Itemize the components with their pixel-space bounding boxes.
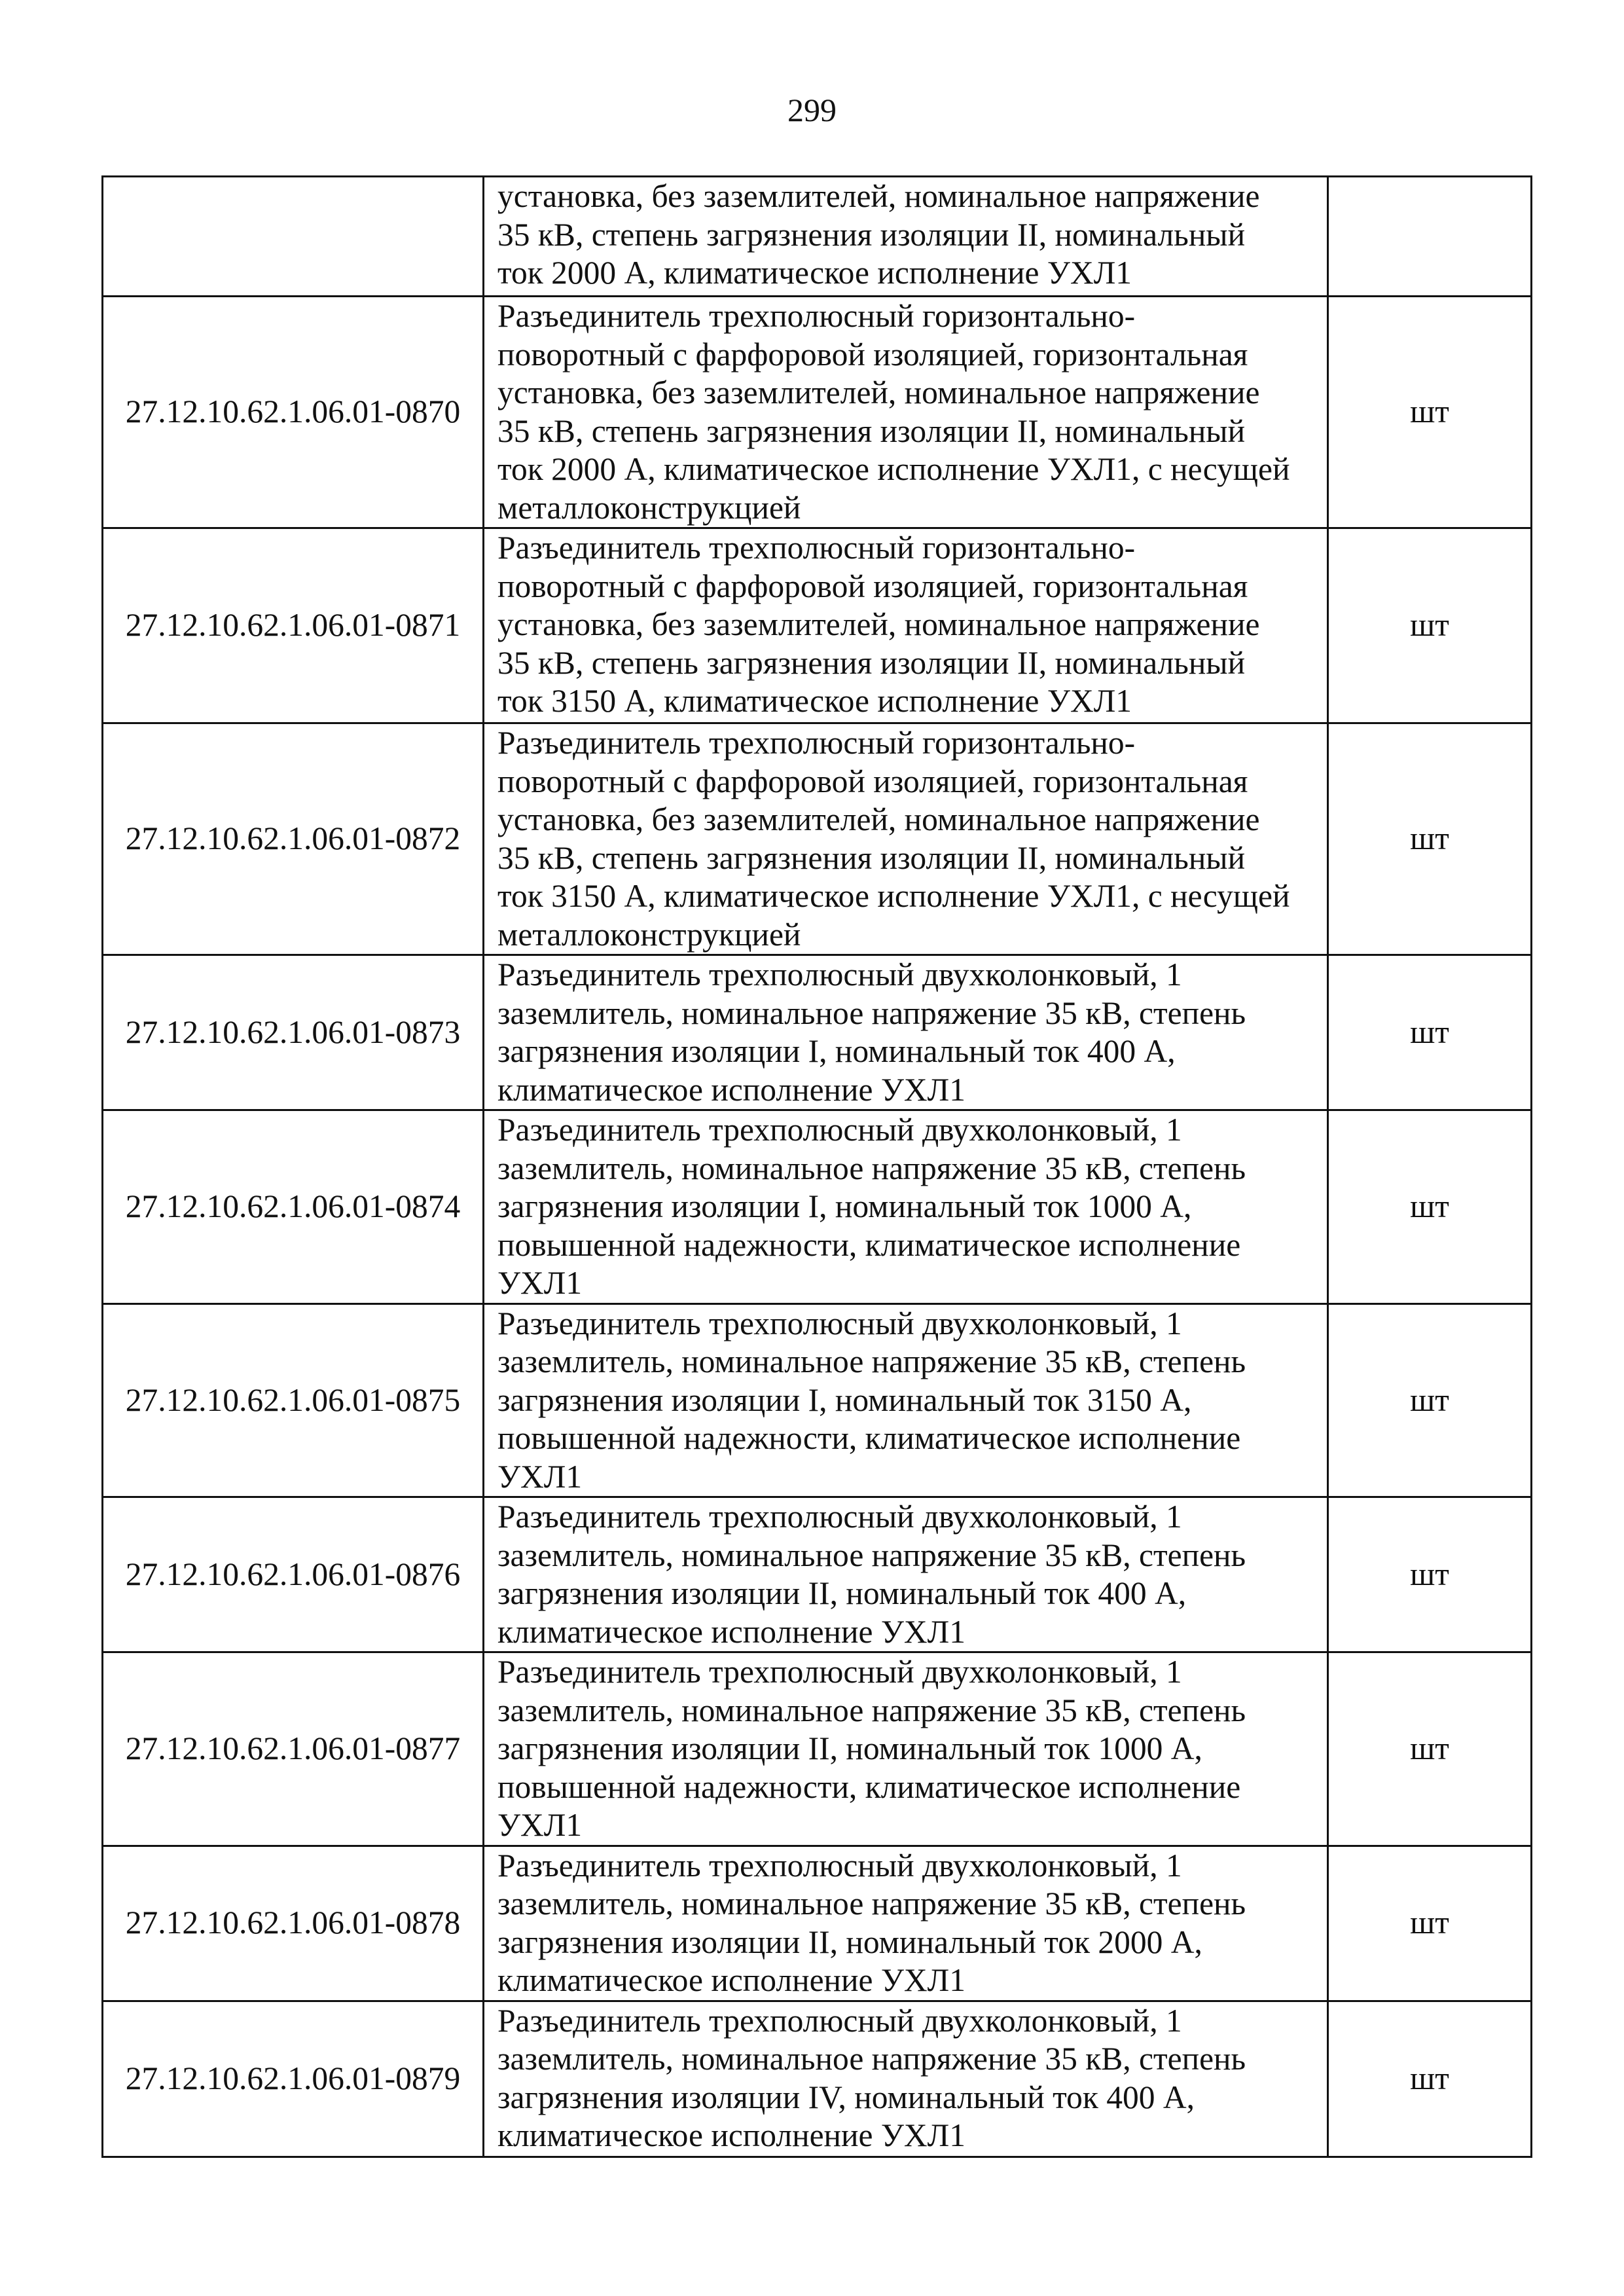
row-description: Разъединитель трехполюсный горизонтально- поворотный с фарфоровой изоляцией, горизонтальная установка, без заземлителей, номинальное напряжение 35 кВ, степень загрязнения изоляции II, номинальный ток 2000 А, климатическое исполнение УХЛ1, с несущей металлоконструкцией xyxy=(484,297,1328,528)
table-row xyxy=(103,528,1532,723)
row-description: Разъединитель трехполюсный двухколонковый, 1 заземлитель, номинальное напряжение 35 кВ, степень загрязнения изоляции I, номинальный ток 1000 А, повышенной надежности, климатическое исполнение УХЛ1 xyxy=(484,1110,1328,1304)
table-row xyxy=(103,1652,1532,1846)
table-row xyxy=(103,2001,1532,2157)
row-code: 27.12.10.62.1.06.01-0878 xyxy=(103,1846,484,2001)
row-code: 27.12.10.62.1.06.01-0873 xyxy=(103,955,484,1110)
resource-table xyxy=(101,175,1532,2158)
row-code: 27.12.10.62.1.06.01-0870 xyxy=(103,297,484,528)
row-unit: шт xyxy=(1328,955,1532,1110)
row-unit: шт xyxy=(1328,1846,1532,2001)
row-description: Разъединитель трехполюсный двухколонковый, 1 заземлитель, номинальное напряжение 35 кВ, степень загрязнения изоляции IV, номинальный ток 400 А, климатическое исполнение УХЛ1 xyxy=(484,2001,1328,2157)
row-description: Разъединитель трехполюсный горизонтально- поворотный с фарфоровой изоляцией, горизонтальная установка, без заземлителей, номинальное напряжение 35 кВ, степень загрязнения изоляции II, номинальный ток 3150 А, климатическое исполнение УХЛ1 xyxy=(484,528,1328,723)
row-unit xyxy=(1328,177,1532,297)
table-row xyxy=(103,723,1532,955)
table-row xyxy=(103,1497,1532,1652)
row-description: Разъединитель трехполюсный двухколонковый, 1 заземлитель, номинальное напряжение 35 кВ, степень загрязнения изоляции II, номинальный ток 400 А, климатическое исполнение УХЛ1 xyxy=(484,1497,1328,1652)
table-row xyxy=(103,1303,1532,1497)
row-unit: шт xyxy=(1328,1652,1532,1846)
table-row xyxy=(103,1846,1532,2001)
row-unit: шт xyxy=(1328,1497,1532,1652)
row-code: 27.12.10.62.1.06.01-0879 xyxy=(103,2001,484,2157)
row-code: 27.12.10.62.1.06.01-0872 xyxy=(103,723,484,955)
row-code: 27.12.10.62.1.06.01-0871 xyxy=(103,528,484,723)
row-description: установка, без заземлителей, номинальное напряжение 35 кВ, степень загрязнения изоляции II, номинальный ток 2000 А, климатическое исполнение УХЛ1 xyxy=(484,177,1328,297)
row-description: Разъединитель трехполюсный двухколонковый, 1 заземлитель, номинальное напряжение 35 кВ, степень загрязнения изоляции II, номинальный ток 1000 А, повышенной надежности, климатическое исполнение УХЛ1 xyxy=(484,1652,1328,1846)
row-code: 27.12.10.62.1.06.01-0877 xyxy=(103,1652,484,1846)
row-unit: шт xyxy=(1328,723,1532,955)
row-unit: шт xyxy=(1328,1110,1532,1304)
row-unit: шт xyxy=(1328,2001,1532,2157)
row-code: 27.12.10.62.1.06.01-0875 xyxy=(103,1303,484,1497)
row-code: 27.12.10.62.1.06.01-0874 xyxy=(103,1110,484,1304)
row-code xyxy=(103,177,484,297)
row-code: 27.12.10.62.1.06.01-0876 xyxy=(103,1497,484,1652)
row-unit: шт xyxy=(1328,297,1532,528)
table-row xyxy=(103,1110,1532,1304)
row-description: Разъединитель трехполюсный двухколонковый, 1 заземлитель, номинальное напряжение 35 кВ, степень загрязнения изоляции I, номинальный ток 400 А, климатическое исполнение УХЛ1 xyxy=(484,955,1328,1110)
page-number: 299 xyxy=(787,92,837,128)
row-description: Разъединитель трехполюсный двухколонковый, 1 заземлитель, номинальное напряжение 35 кВ, степень загрязнения изоляции I, номинальный ток 3150 А, повышенной надежности, климатическое исполнение УХЛ1 xyxy=(484,1303,1328,1497)
row-unit: шт xyxy=(1328,528,1532,723)
row-description: Разъединитель трехполюсный двухколонковый, 1 заземлитель, номинальное напряжение 35 кВ, степень загрязнения изоляции II, номинальный ток 2000 А, климатическое исполнение УХЛ1 xyxy=(484,1846,1328,2001)
table-row xyxy=(103,955,1532,1110)
table-row xyxy=(103,297,1532,528)
table-row xyxy=(103,177,1532,297)
row-unit: шт xyxy=(1328,1303,1532,1497)
row-description: Разъединитель трехполюсный горизонтально- поворотный с фарфоровой изоляцией, горизонтальная установка, без заземлителей, номинальное напряжение 35 кВ, степень загрязнения изоляции II, номинальный ток 3150 А, климатическое исполнение УХЛ1, с несущей металлоконструкцией xyxy=(484,723,1328,955)
